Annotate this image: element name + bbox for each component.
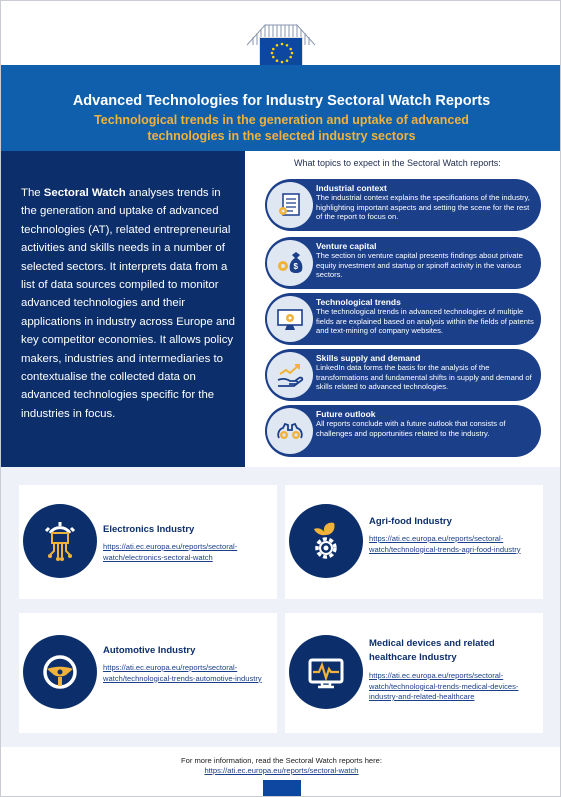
binoculars-icon xyxy=(275,416,305,446)
footer xyxy=(1,756,561,776)
topic-venture-capital xyxy=(265,237,541,289)
intro-bold: Sectoral Watch xyxy=(43,187,126,199)
intro-rest: analyses trends in the generation and uptake of advanced technologies (AT), related entrepreneurial activities and skills needs in a number of selected sectors. It interprets data from a list of data sources compiled to monitor advanced technologies and their applications in industry across Europe and key competitor economies. It allows policy makers, industries and intermediaries to contextualise the collected data on advanced technologies specific for the industries in focus. xyxy=(21,187,236,420)
sector-link[interactable]: https://ati.ec.europa.eu/reports/sectoral-watch/technological-trends-medical-devices-industry-and-related-healthcare xyxy=(369,671,519,701)
footer-link[interactable]: https://ati.ec.europa.eu/reports/sectoral-watch xyxy=(204,766,359,775)
sector-title: Electronics Industry xyxy=(103,524,195,535)
topic-desc: The industrial context explains the specifications of the industry, highlighting important aspects and setting the scene for the rest of the report to focus on. xyxy=(316,193,530,222)
sector-link[interactable]: https://ati.ec.europa.eu/reports/sectoral-watch/technological-trends-automotive-industry xyxy=(103,663,262,683)
topic-icon-circle xyxy=(267,182,313,228)
sector-icon-circle xyxy=(23,504,97,578)
sector-link[interactable]: https://ati.ec.europa.eu/reports/sectoral-watch/technological-trends-agri-food-industry xyxy=(369,534,521,554)
topics-heading: What topics to expect in the Sectoral Watch reports: xyxy=(294,158,501,168)
page-title: Advanced Technologies for Industry Sectoral Watch Reports xyxy=(72,93,491,109)
topic-desc: LinkedIn data forms the basis for the analysis of the transformations and fundamental shifts in supply and demand of skills related to advanced technologies. xyxy=(316,363,532,392)
topic-industrial-context xyxy=(265,179,541,231)
sector-icon-circle xyxy=(23,635,97,709)
footer-flag-bar xyxy=(263,780,301,797)
leaf-gear-icon xyxy=(304,519,348,563)
topic-title: Technological trends xyxy=(316,297,401,307)
sector-title: Agri-food Industry xyxy=(369,516,452,527)
topic-icon-circle xyxy=(267,352,313,398)
topic-skills-supply-and-demand xyxy=(265,349,541,401)
intro-text xyxy=(21,184,236,423)
document-gear-icon xyxy=(275,190,305,220)
topic-technological-trends xyxy=(265,293,541,345)
topic-icon-circle xyxy=(267,296,313,342)
svg-text:$: $ xyxy=(293,262,298,271)
footer-text: For more information, read the Sectoral Watch reports here: xyxy=(180,756,383,765)
eu-flag xyxy=(259,37,303,67)
topic-desc: All reports conclude with a future outlook that consists of challenges and opportunities related to the industry. xyxy=(316,419,506,438)
money-bag-icon xyxy=(275,248,305,278)
topic-title: Industrial context xyxy=(316,183,387,193)
eu-stars-icon xyxy=(260,38,304,68)
topic-desc: The section on venture capital presents findings about private equity investment and startup or spinoff activity in the various sectors. xyxy=(316,251,523,280)
intro-lead: The xyxy=(21,187,44,199)
sector-title: Automotive Industry xyxy=(103,645,196,656)
growth-hand-icon xyxy=(275,360,305,390)
sector-icon-circle xyxy=(289,635,363,709)
topic-title: Venture capital xyxy=(316,241,377,251)
topic-desc: The technological trends in advanced technologies of multiple fields are explained based on analysis within the fields of patents and text-mining of company websites. xyxy=(316,307,534,336)
topic-icon-circle xyxy=(267,408,313,454)
heart-monitor-icon xyxy=(304,650,348,694)
topic-future-outlook xyxy=(265,405,541,457)
page-subtitle: Technological trends in the generation and uptake of advanced technologies in the selected industry sectors xyxy=(94,113,469,143)
circuit-gear-icon xyxy=(38,519,82,563)
topic-title: Skills supply and demand xyxy=(316,353,421,363)
sector-link[interactable]: https://ati.ec.europa.eu/reports/sectoral-watch/electronics-sectoral-watch xyxy=(103,542,238,562)
sector-icon-circle xyxy=(289,504,363,578)
topic-title: Future outlook xyxy=(316,409,376,419)
steering-wheel-icon xyxy=(38,650,82,694)
topic-icon-circle xyxy=(267,240,313,286)
sector-title: Medical devices and related healthcare Industry xyxy=(369,638,495,663)
monitor-gear-icon xyxy=(275,304,305,334)
